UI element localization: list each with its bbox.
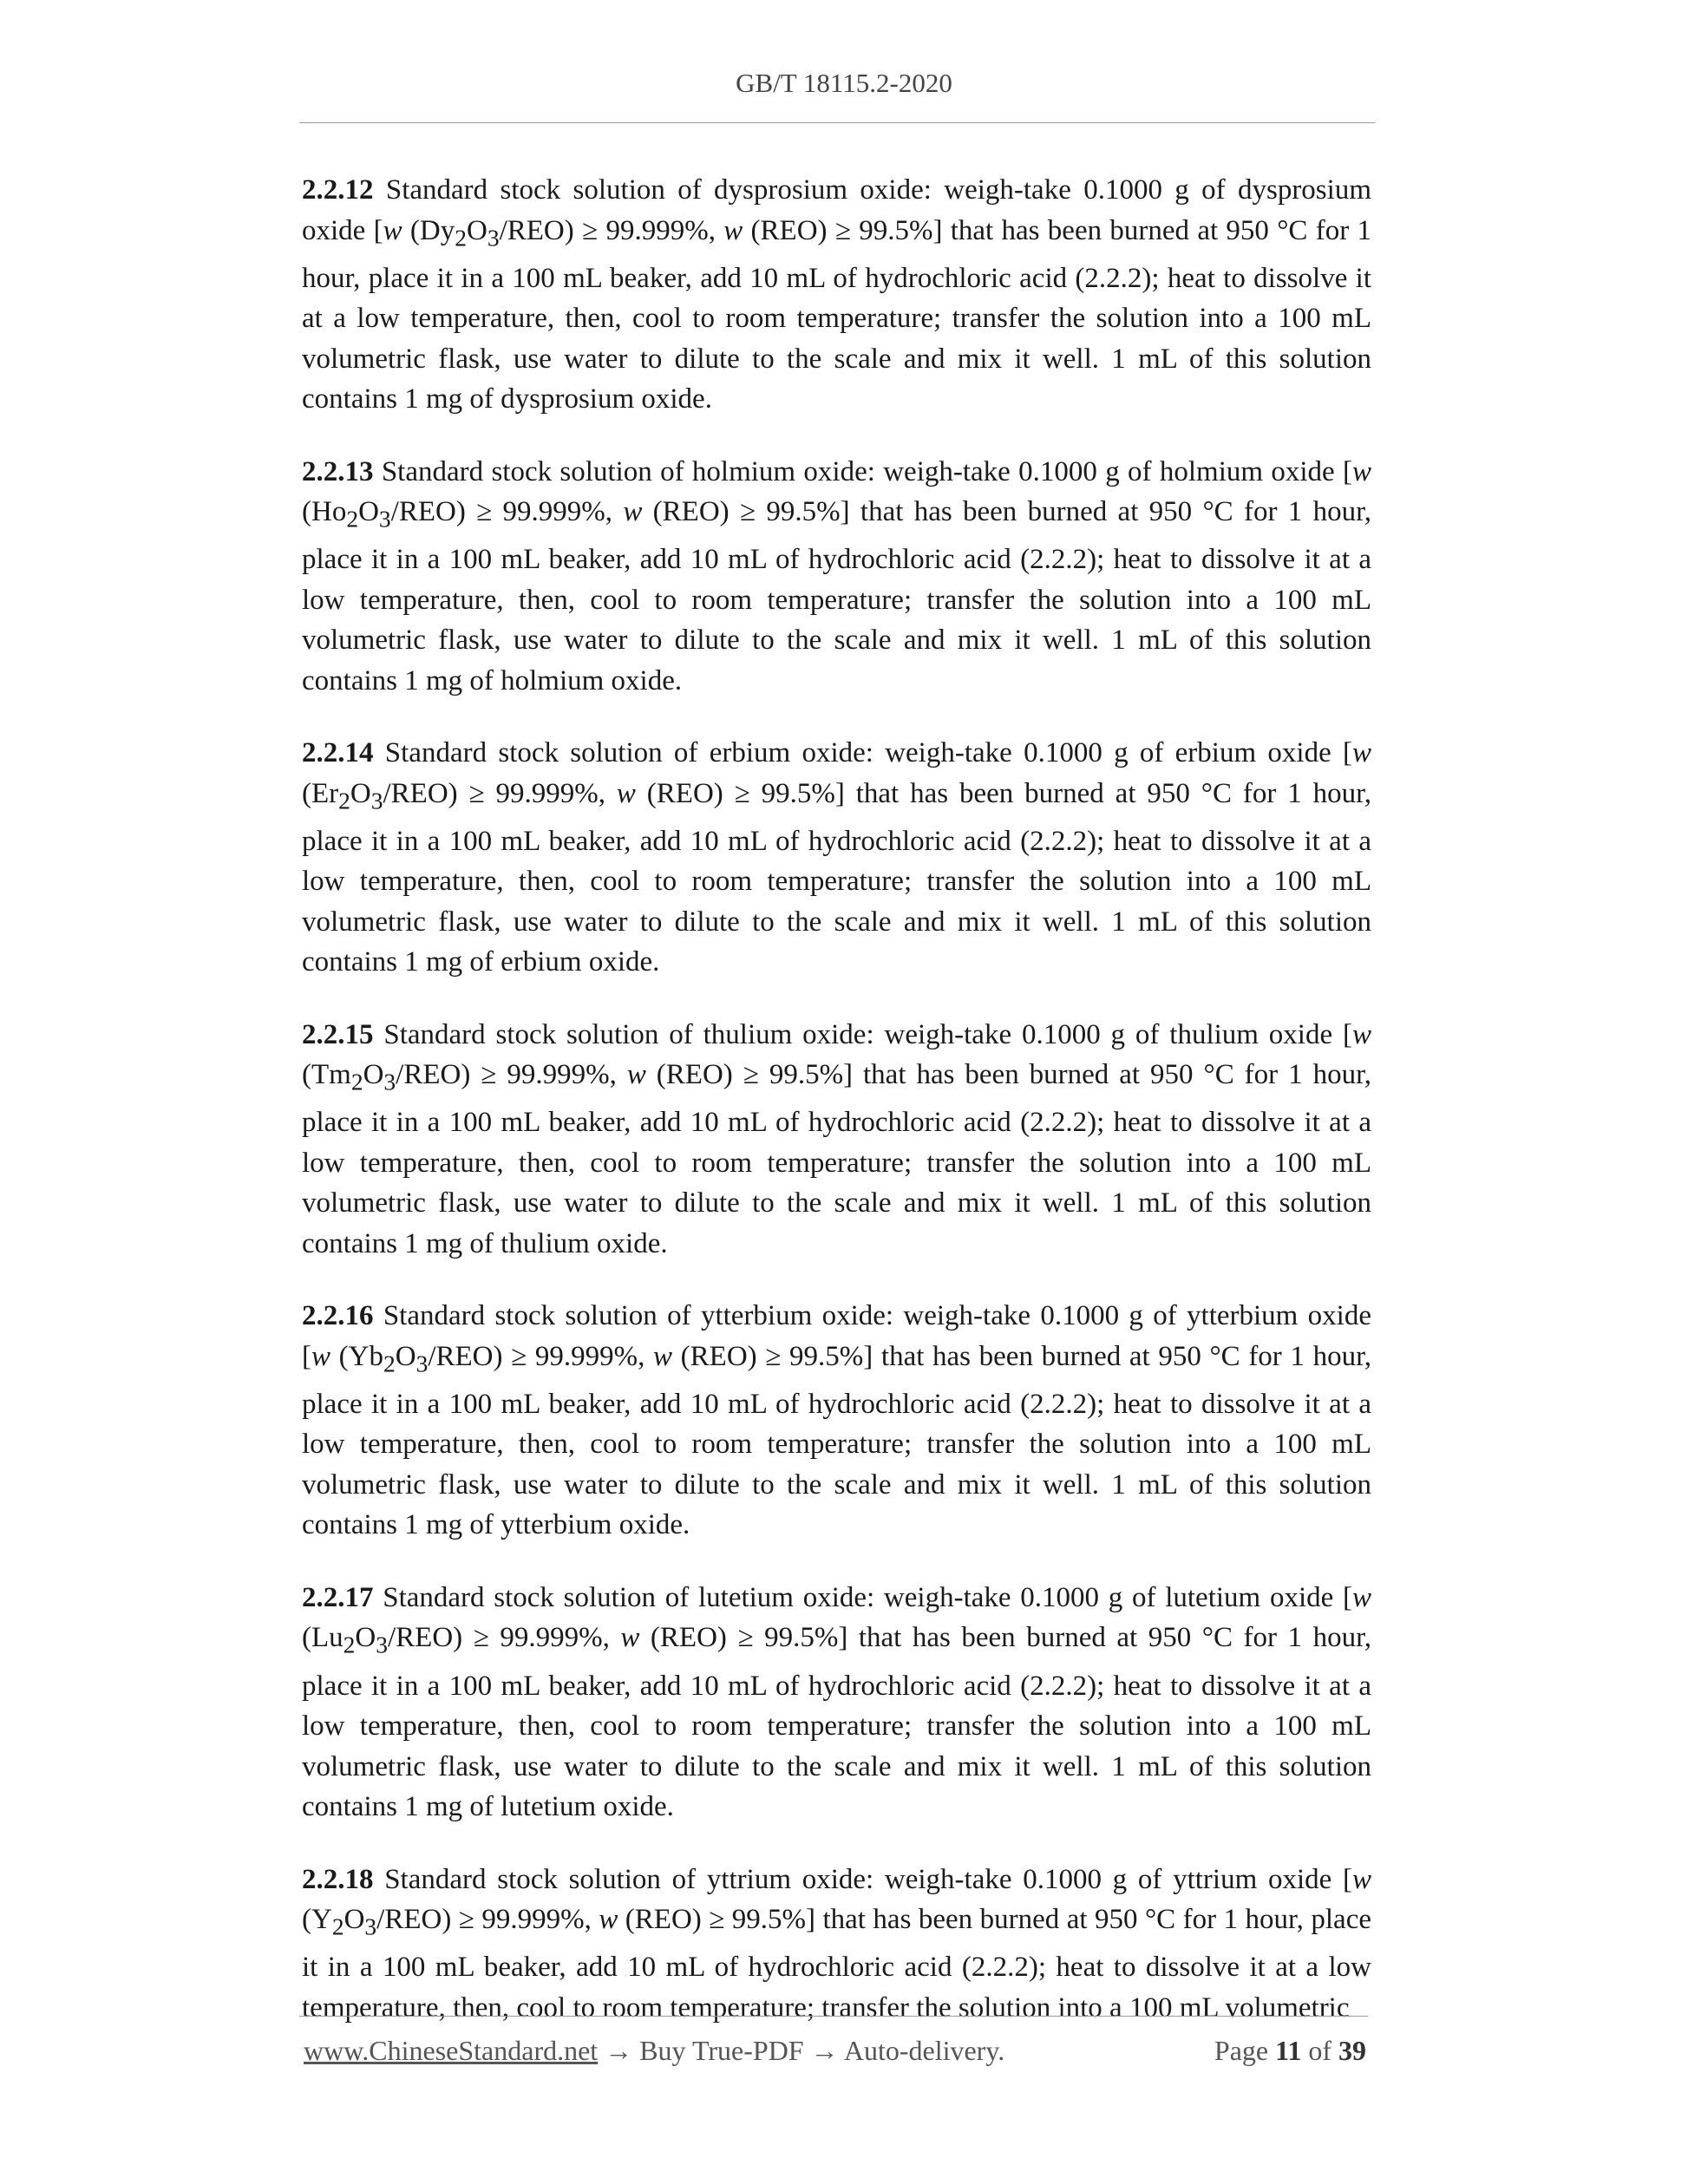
- clause-lead: Standard stock solution of yttrium oxide: weigh-take 0.1000 g of yttrium oxide [: [373, 1863, 1352, 1895]
- mass-fraction-symbol: w: [723, 214, 743, 246]
- footer-divider: [299, 2016, 1368, 2017]
- clause-text: (REO) ≥ 99.5%] that has been burned at 950 °C for 1 hour, place it in a 100 mL beaker, add 10 mL of hydrochloric acid (2.2.2); heat to dissolve it at a low temperature, then, cool to room temperature; transfer the solution into a 100 mL volumetric: [302, 1904, 1371, 2024]
- mass-fraction-symbol: w: [1351, 1863, 1371, 1895]
- subscript: 2: [338, 787, 350, 814]
- clause-text: (REO) ≥ 99.5%] that has been burned at 950 °C for 1 hour, place it in a 100 mL beaker, add 10 mL of hydrochloric acid (2.2.2); heat to dissolve it at a low temperature, then, cool to room temperature; transfer the solution into a 100 mL volumetric flask, use water to dilute to the scale and mix it well. 1 mL of this solution contains 1 mg of thulium oxide.: [302, 1059, 1371, 1259]
- clause-text: (REO) ≥ 99.5%] that has been burned at 950 °C for 1 hour, place it in a 100 mL beaker, add 10 mL of hydrochloric acid (2.2.2); heat to dissolve it at a low temperature, then, cool to room temperature; transfer the solution into a 100 mL volumetric flask, use water to dilute to the scale and mix it well. 1 mL of this solution contains 1 mg of ytterbium oxide.: [302, 1340, 1371, 1541]
- clause-lead: Standard stock solution of dysprosium oxide: weigh-take 0.1000 g of dysprosium oxide [: [302, 174, 1371, 246]
- clause-number: 2.2.17: [302, 1581, 374, 1613]
- clause-number: 2.2.15: [302, 1018, 374, 1050]
- clause: [302, 452, 1371, 702]
- formula-element: (Y: [302, 1904, 332, 1936]
- subscript: 2: [455, 224, 467, 252]
- mass-fraction-symbol: w: [1351, 1018, 1371, 1050]
- mass-fraction-symbol: w: [383, 214, 402, 246]
- buy-pdf-text: Buy True-PDF: [639, 2035, 804, 2066]
- mass-fraction-symbol: w: [616, 777, 636, 809]
- clause-text: (REO) ≥ 99.5%] that has been burned at 950 °C for 1 hour, place it in a 100 mL beaker, add 10 mL of hydrochloric acid (2.2.2); heat to dissolve it at a low temperature, then, cool to room temperature; transfer the solution into a 100 mL volumetric flask, use water to dilute to the scale and mix it well. 1 mL of this solution contains 1 mg of erbium oxide.: [302, 777, 1371, 978]
- current-page: 11: [1275, 2035, 1302, 2066]
- clause: [302, 1860, 1371, 2029]
- clause-lead: Standard stock solution of erbium oxide: weigh-take 0.1000 g of erbium oxide [: [373, 737, 1352, 769]
- clause-lead: Standard stock solution of ytterbium oxide: weigh-take 0.1000 g of ytterbium oxide [: [302, 1300, 1371, 1372]
- page-header: [0, 68, 1688, 99]
- mass-fraction-symbol: w: [626, 1059, 646, 1091]
- subscript: 2: [383, 1350, 396, 1377]
- clause-text: (REO) ≥ 99.5%] that has been burned at 950 °C for 1 hour, place it in a 100 mL beaker, add 10 mL of hydrochloric acid (2.2.2); heat to dissolve it at a low temperature, then, cool to room temperature; transfer the solution into a 100 mL volumetric flask, use water to dilute to the scale and mix it well. 1 mL of this solution contains 1 mg of lutetium oxide.: [302, 1622, 1371, 1823]
- website-link[interactable]: www.ChineseStandard.net: [304, 2035, 599, 2066]
- document-body: [302, 170, 1371, 2060]
- subscript: 2: [346, 505, 359, 533]
- formula-oxygen: O: [355, 1622, 376, 1654]
- mass-fraction-symbol: w: [620, 1622, 640, 1654]
- mass-fraction-symbol: w: [623, 496, 643, 528]
- subscript: 3: [370, 787, 383, 814]
- subscript: 3: [378, 505, 391, 533]
- formula-element: (Lu: [302, 1622, 343, 1654]
- clause: [302, 1578, 1371, 1828]
- mass-fraction-symbol: w: [1351, 1581, 1371, 1613]
- clause-number: 2.2.12: [302, 174, 374, 206]
- clause: [302, 1015, 1371, 1265]
- standard-code: GB/T 18115.2-2020: [736, 68, 952, 98]
- of-label: of: [1301, 2035, 1338, 2066]
- clause-number: 2.2.18: [302, 1863, 374, 1895]
- clause-number: 2.2.16: [302, 1300, 374, 1332]
- mass-fraction-symbol: w: [1351, 455, 1371, 487]
- formula-purity: /REO) ≥ 99.999%,: [428, 1340, 654, 1372]
- subscript: 2: [350, 1068, 363, 1095]
- formula-purity: /REO) ≥ 99.999%,: [388, 1622, 621, 1654]
- formula-element: (Tm: [302, 1059, 351, 1091]
- page-label: Page: [1214, 2035, 1276, 2066]
- formula-purity: /REO) ≥ 99.999%,: [390, 496, 624, 528]
- subscript: 2: [331, 1913, 344, 1940]
- subscript: 2: [343, 1631, 356, 1659]
- formula-purity: /REO) ≥ 99.999%,: [376, 1904, 599, 1936]
- arrow-right-icon: →: [803, 2035, 844, 2066]
- formula-oxygen: O: [363, 1059, 384, 1091]
- formula-purity: /REO) ≥ 99.999%,: [383, 777, 617, 809]
- formula-oxygen: O: [350, 777, 371, 809]
- mass-fraction-symbol: w: [1351, 737, 1371, 769]
- mass-fraction-symbol: w: [653, 1340, 673, 1372]
- clause-number: 2.2.13: [302, 455, 374, 487]
- clause-lead: Standard stock solution of holmium oxide: weigh-take 0.1000 g of holmium oxide [: [373, 455, 1352, 487]
- clause-text: (REO) ≥ 99.5%] that has been burned at 950 °C for 1 hour, place it in a 100 mL beaker, add 10 mL of hydrochloric acid (2.2.2); heat to dissolve it at a low temperature, then, cool to room temperature; transfer the solution into a 100 mL volumetric flask, use water to dilute to the scale and mix it well. 1 mL of this solution contains 1 mg of dysprosium oxide.: [302, 214, 1371, 415]
- arrow-right-icon: →: [598, 2035, 640, 2066]
- clause: [302, 170, 1371, 420]
- subscript: 3: [383, 1068, 396, 1095]
- formula-element: (Ho: [302, 496, 347, 528]
- formula-oxygen: O: [467, 214, 487, 246]
- clause-text: (REO) ≥ 99.5%] that has been burned at 950 °C for 1 hour, place it in a 100 mL beaker, add 10 mL of hydrochloric acid (2.2.2); heat to dissolve it at a low temperature, then, cool to room temperature; transfer the solution into a 100 mL volumetric flask, use water to dilute to the scale and mix it well. 1 mL of this solution contains 1 mg of holmium oxide.: [302, 496, 1371, 696]
- formula-oxygen: O: [395, 1340, 416, 1372]
- formula-element: (Er: [302, 777, 339, 809]
- formula-oxygen: O: [343, 1904, 365, 1936]
- clause: [302, 733, 1371, 983]
- formula-purity: /REO) ≥ 99.999%,: [396, 1059, 627, 1091]
- total-pages: 39: [1338, 2035, 1366, 2066]
- clause-lead: Standard stock solution of lutetium oxide: weigh-take 0.1000 g of lutetium oxide [: [373, 1581, 1352, 1613]
- subscript: 3: [364, 1913, 377, 1940]
- mass-fraction-symbol: w: [599, 1904, 618, 1936]
- subscript: 3: [376, 1631, 388, 1659]
- formula-element: (Yb: [330, 1340, 383, 1372]
- clause-number: 2.2.14: [302, 737, 374, 769]
- subscript: 3: [415, 1350, 429, 1377]
- formula-purity: /REO) ≥ 99.999%,: [499, 214, 724, 246]
- header-divider: [299, 122, 1375, 123]
- formula-oxygen: O: [358, 496, 379, 528]
- auto-delivery-text: Auto-delivery.: [843, 2035, 1005, 2066]
- clause-lead: Standard stock solution of thulium oxide: weigh-take 0.1000 g of thulium oxide [: [373, 1018, 1352, 1050]
- clause: [302, 1296, 1371, 1546]
- page-indicator: [1214, 2035, 1366, 2067]
- footer-promo: [304, 2035, 1004, 2067]
- subscript: 3: [487, 224, 500, 252]
- mass-fraction-symbol: w: [311, 1340, 331, 1372]
- formula-element: (Dy: [402, 214, 455, 246]
